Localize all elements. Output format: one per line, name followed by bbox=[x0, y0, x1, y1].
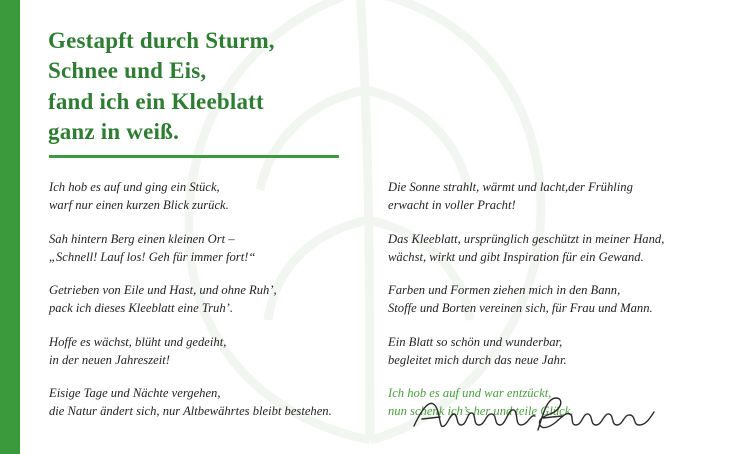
poem-line: Die Sonne strahlt, wärmt und lacht,der Frühling bbox=[388, 180, 633, 194]
stanza bbox=[49, 384, 379, 421]
poem-line: „Schnell! Lauf los! Geh für immer fort!“ bbox=[49, 249, 256, 264]
headline-line-3: fand ich ein Kleeblatt bbox=[48, 88, 264, 114]
poem-line: wächst, wirkt und gibt Inspiration für ein Gewand. bbox=[388, 249, 644, 264]
headline-line-2: Schnee und Eis, bbox=[48, 58, 207, 84]
poem-left-column bbox=[49, 178, 379, 436]
poem-line: Farben und Formen ziehen mich in den Bann, bbox=[388, 283, 621, 297]
poem-line: erwacht in voller Pracht! bbox=[388, 198, 516, 213]
poem-line: Hoffe es wächst, blüht und gedeiht, bbox=[49, 334, 227, 349]
poem-line: in der neuen Jahreszeit! bbox=[49, 352, 170, 367]
stanza bbox=[49, 333, 379, 370]
poem-line: pack ich dieses Kleeblatt eine Truh’. bbox=[49, 301, 233, 316]
poem-line: Getrieben von Eile und Hast, und ohne Ruh’, bbox=[49, 283, 277, 297]
title-divider bbox=[49, 155, 339, 158]
poem-line: Eisige Tage und Nächte vergehen, bbox=[49, 386, 221, 400]
poem-line: nun schenk ich’s her und teile Glück. bbox=[388, 404, 574, 419]
stanza bbox=[388, 178, 728, 215]
poem-line: Sah hintern Berg einen kleinen Ort – bbox=[49, 231, 235, 246]
poem-line: die Natur ändert sich, nur Altbewährtes bleibt bestehen. bbox=[49, 404, 332, 419]
poem-line: Das Kleeblatt, ursprünglich geschützt in meiner Hand, bbox=[388, 231, 665, 246]
poem-line: begleitet mich durch das neue Jahr. bbox=[388, 352, 567, 367]
poem-line: Ein Blatt so schön und wunderbar, bbox=[388, 334, 563, 349]
stanza bbox=[49, 281, 379, 318]
headline-line-1: Gestapft durch Sturm, bbox=[48, 28, 275, 53]
poem-line: Ich hob es auf und war entzückt, bbox=[388, 386, 552, 400]
headline-line-4: ganz in weiß. bbox=[48, 119, 180, 145]
poem-line: warf nur einen kurzen Blick zurück. bbox=[49, 198, 229, 213]
stanza bbox=[49, 230, 379, 267]
card-content bbox=[20, 0, 756, 454]
stanza bbox=[388, 281, 728, 318]
poem-line: Ich hob es auf und ging ein Stück, bbox=[49, 180, 220, 194]
poem-line: Stoffe und Borten vereinen sich, für Frau und Mann. bbox=[388, 301, 653, 316]
stanza bbox=[388, 230, 728, 267]
page-title bbox=[48, 26, 468, 147]
left-accent-bar bbox=[0, 0, 20, 454]
stanza bbox=[49, 178, 379, 215]
handwritten-signature-icon bbox=[410, 392, 660, 438]
stanza bbox=[388, 333, 728, 370]
